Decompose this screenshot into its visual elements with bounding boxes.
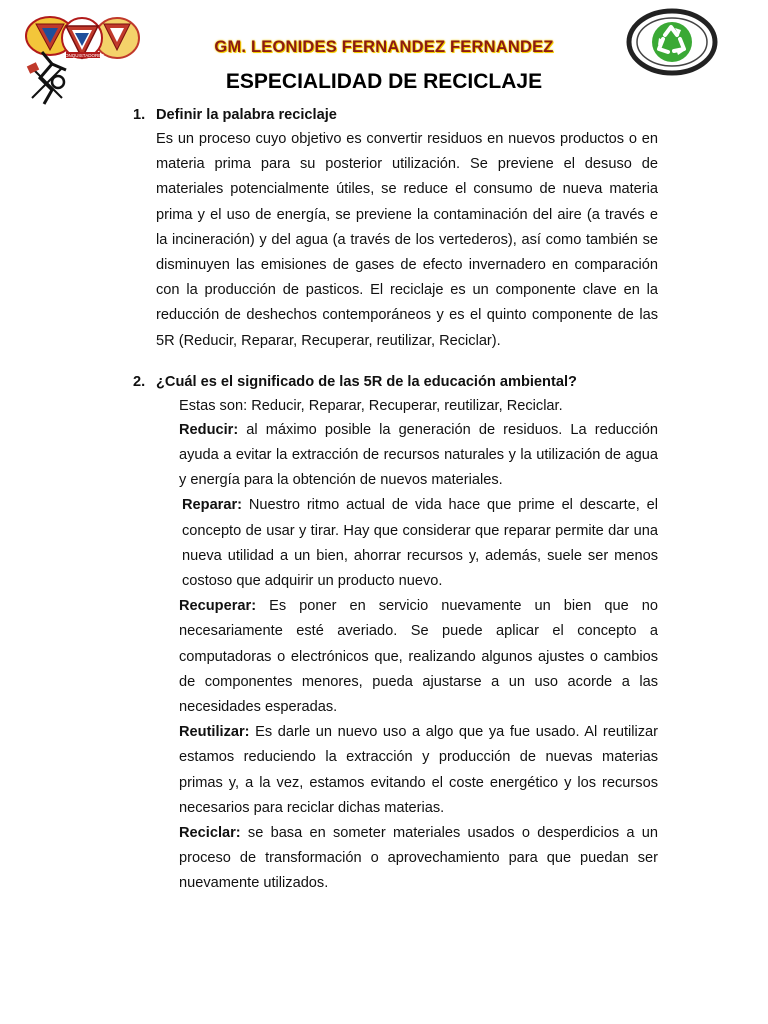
section-heading-text: Definir la palabra reciclaje (156, 107, 337, 123)
section-paragraph: Es un proceso cuyo objetivo es convertir residuos en nuevos productos o en materia prima para su posterior utilización. Se previene el desuso de materiales potencialmente útiles, se reduce el consumo de nueva materia prima y el uso de energía, se previene la contaminación del aire (a través e la incineración) y del agua (a través de los vertederos), así como también se disminuyen las emisiones de gases de efecto invernadero en comparación con la producción de pasticos. El reciclaje es un componente clave en la reducción de deshechos contemporáneos y es el quinto componente de las 5R (Reducir, Reparar, Recuperar, reutilizar, Reciclar). (156, 131, 658, 349)
section-heading (133, 103, 658, 127)
document-body (133, 103, 658, 897)
logo-left-text: CONQUISTADORES (61, 53, 105, 58)
section-heading-text: ¿Cuál es el significado de las 5R de la educación ambiental? (156, 373, 577, 390)
term-label: Reciclar: (179, 825, 241, 842)
term-text: se basa en someter materiales usados o desperdicios a un proceso de transformación o aprovechamiento para que puedan ser nuevamente utilizados. (179, 825, 658, 892)
term-text: Es darle un nuevo uso a algo que ya fue usado. Al reutilizar estamos reduciendo la extracción y producción de nuevas materias primas y, a la vez, estamos evitando el coste energético y los recursos necesarios para reciclar dichas materias. (179, 724, 658, 816)
definition-reducir (179, 418, 658, 494)
term-text: al máximo posible la generación de residuos. La reducción ayuda a evitar la extracción de recursos naturales y la utilización de agua y energía para la obtención de nuevos materiales. (179, 421, 658, 489)
section-1 (133, 103, 658, 354)
definition-reciclar (179, 821, 658, 897)
term-label: Reparar: (182, 497, 243, 514)
term-text: Es poner en servicio nuevamente un bien que no necesariamente esté averiado. Se puede aplicar el concepto a computadoras o electrónicos que, realizando algunos ajustes o cambios de componentes menores, pueda ajustarse a un uso acorde a las necesidades esperadas. (179, 598, 658, 716)
term-label: Reutilizar: (179, 724, 250, 741)
section-intro: Estas son: Reducir, Reparar, Recuperar, reutilizar, Reciclar. (179, 397, 563, 414)
definition-reparar (182, 493, 658, 594)
section-2 (133, 370, 658, 897)
pathfinders-emblems-logo (22, 12, 142, 112)
section-heading (133, 370, 658, 394)
term-label: Reducir: (179, 421, 239, 438)
author-name: GM. LEONIDES FERNANDEZ FERNANDEZ (214, 38, 554, 56)
section-number: 1. (133, 107, 146, 123)
section-number: 2. (133, 373, 146, 390)
definition-reutilizar (179, 720, 658, 821)
term-text: Nuestro ritmo actual de vida hace que prime el descarte, el concepto de usar y tirar. Hay que considerar que reparar permite dar una nueva utilidad a un bien, ahorrar recursos y, además, suele ser menos costoso que adquirir un producto nuevo. (182, 497, 658, 590)
page-title: ESPECIALIDAD DE RECICLAJE (225, 70, 543, 93)
term-label: Recuperar: (179, 598, 257, 615)
definition-recuperar (179, 594, 658, 720)
